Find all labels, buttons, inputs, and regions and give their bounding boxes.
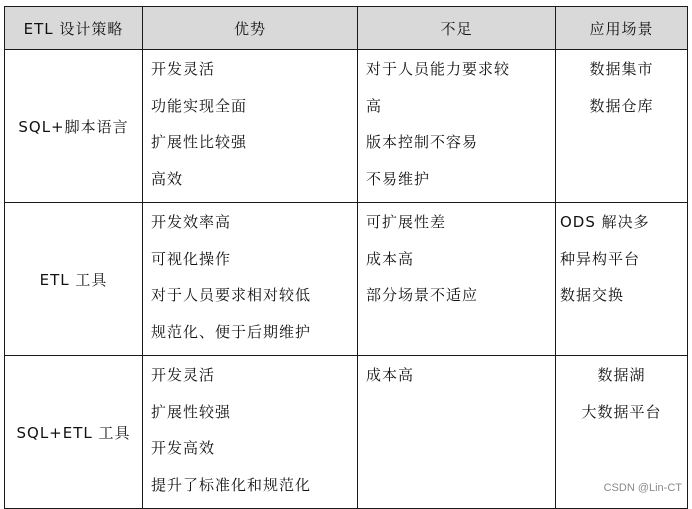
header-advantages: 优势 <box>143 7 358 50</box>
header-row <box>5 7 688 50</box>
scenario-item: 数据仓库 <box>589 96 654 115</box>
scenario-item: 大数据平台 <box>581 402 662 421</box>
scenario-item: 种异构平台 <box>560 249 641 268</box>
advantages-cell <box>143 50 358 203</box>
advantage-item: 功能实现全面 <box>151 96 248 115</box>
scenarios-cell <box>556 50 688 203</box>
scenario-item: 数据交换 <box>560 286 625 304</box>
advantage-item: 扩展性比较强 <box>151 133 248 151</box>
strategy-cell: SQL+ETL 工具 <box>5 356 143 509</box>
disadvantages-cell <box>358 203 556 356</box>
table-row <box>5 356 688 509</box>
advantage-item: 开发效率高 <box>151 213 232 231</box>
advantage-item: 高效 <box>151 169 184 188</box>
table-row <box>5 203 688 356</box>
etl-strategy-table <box>4 6 688 509</box>
advantages-cell <box>143 356 358 509</box>
disadvantage-item: 对于人员能力要求较 <box>366 60 511 78</box>
header-strategy: ETL 设计策略 <box>5 7 143 50</box>
scenario-item: ODS 解决多 <box>560 213 650 231</box>
disadvantage-item: 不易维护 <box>366 169 431 188</box>
watermark: CSDN @Lin-CT <box>603 482 682 494</box>
table-row <box>5 50 688 203</box>
disadvantage-item: 版本控制不容易 <box>366 133 479 151</box>
disadvantages-cell <box>358 50 556 203</box>
disadvantage-item: 部分场景不适应 <box>366 286 479 304</box>
advantage-item: 可视化操作 <box>151 249 232 268</box>
advantage-item: 开发灵活 <box>151 366 216 384</box>
scenario-item: 数据集市 <box>589 60 654 78</box>
scenario-item: 数据湖 <box>597 366 646 384</box>
advantage-item: 对于人员要求相对较低 <box>151 286 312 304</box>
advantage-item: 规范化、便于后期维护 <box>151 322 312 341</box>
disadvantage-item: 高 <box>366 96 383 115</box>
scenarios-cell <box>556 203 688 356</box>
disadvantage-item: 成本高 <box>366 249 415 268</box>
header-scenarios: 应用场景 <box>556 7 688 50</box>
advantage-item: 开发灵活 <box>151 60 216 78</box>
disadvantages-cell <box>358 356 556 509</box>
disadvantage-item: 可扩展性差 <box>366 213 447 231</box>
advantage-item: 提升了标准化和规范化 <box>151 475 312 494</box>
advantages-cell <box>143 203 358 356</box>
strategy-cell: SQL+脚本语言 <box>5 50 143 203</box>
header-disadvantages: 不足 <box>358 7 556 50</box>
advantage-item: 开发高效 <box>151 439 216 457</box>
disadvantage-item: 成本高 <box>366 366 415 384</box>
advantage-item: 扩展性较强 <box>151 402 232 421</box>
strategy-cell: ETL 工具 <box>5 203 143 356</box>
